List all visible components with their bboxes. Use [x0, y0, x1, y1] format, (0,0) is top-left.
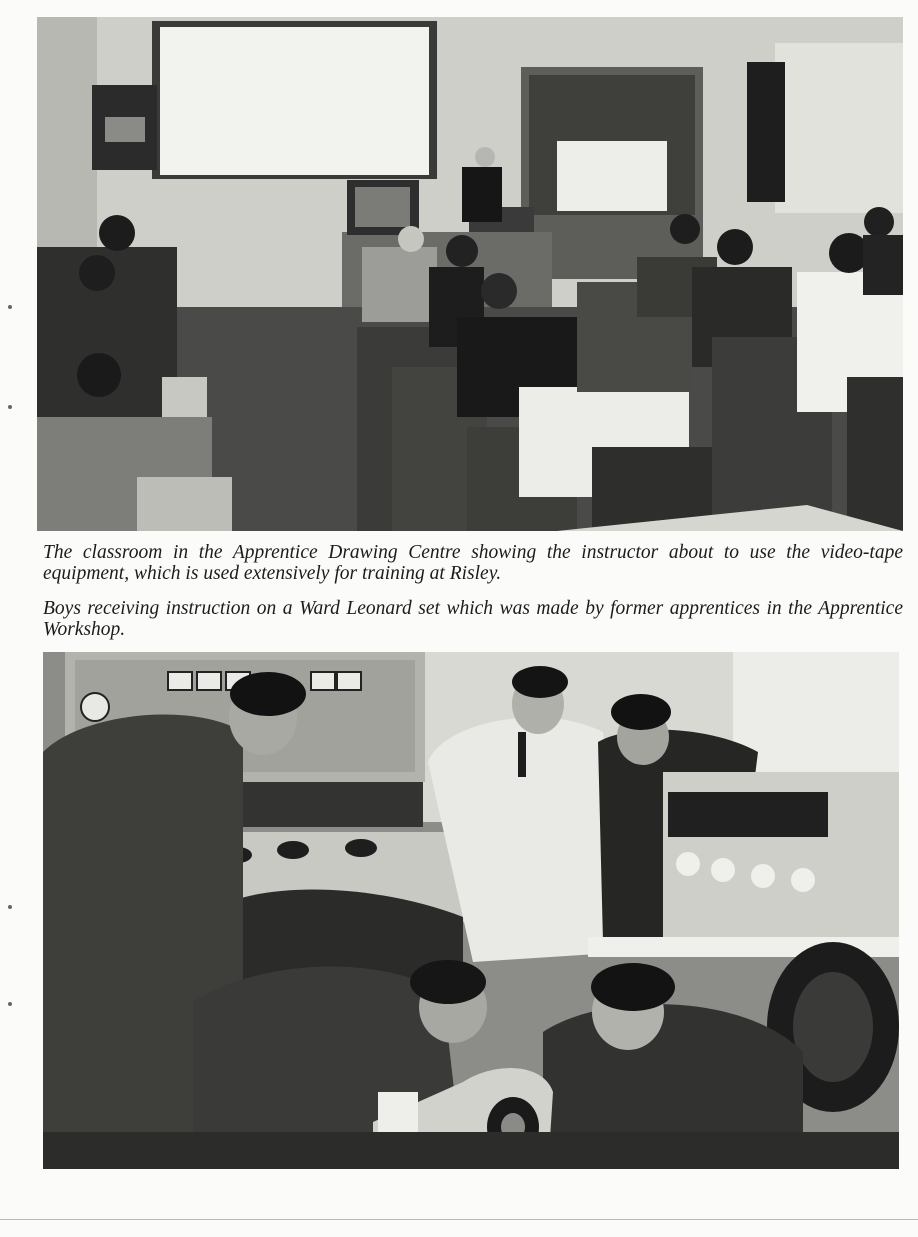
margin-mark — [8, 905, 12, 909]
classroom-photo-illustration — [37, 17, 903, 531]
caption-ward-leonard: Boys receiving instruction on a Ward Leonard set which was made by former apprentices in the Apprentice Workshop. — [43, 598, 903, 640]
page-bottom-rule — [0, 1219, 918, 1220]
margin-mark — [8, 305, 12, 309]
caption-classroom: The classroom in the Apprentice Drawing Centre showing the instructor about to use the video-tape equipment, which is used extensively for training at Risley. — [43, 542, 903, 584]
classroom-photo — [37, 17, 903, 531]
ward-leonard-photo — [43, 652, 899, 1169]
margin-mark — [8, 405, 12, 409]
ward-leonard-photo-illustration — [43, 652, 899, 1169]
margin-mark — [8, 1002, 12, 1006]
